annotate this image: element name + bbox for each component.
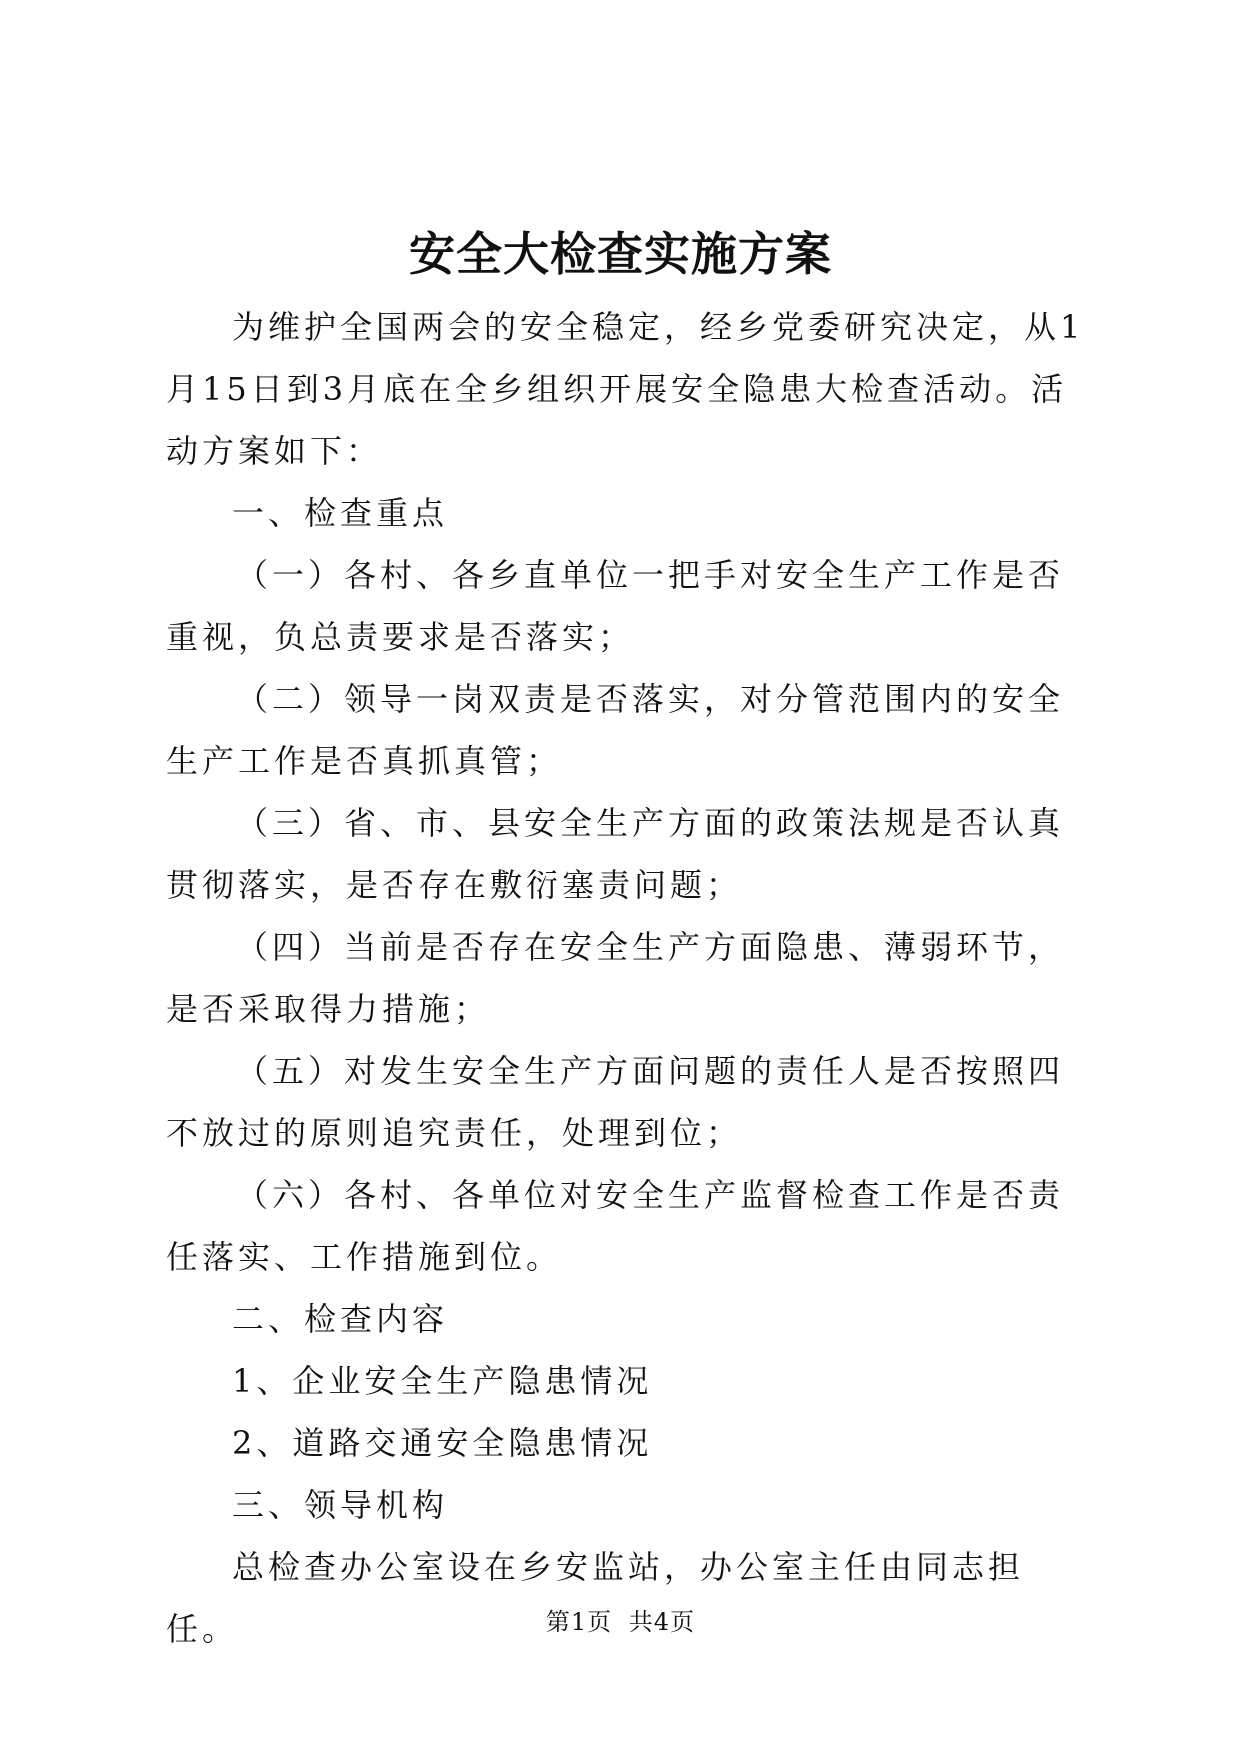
document-title: 安全大检查实施方案: [409, 227, 832, 281]
section-heading-leadership: 三、领导机构: [232, 1486, 449, 1524]
section-heading-inspection-focus: 一、检查重点: [232, 494, 449, 532]
list-item: （一）各村、各乡直单位一把手对安全生产工作是否重视，负总责要求是否落实；: [166, 556, 1065, 656]
paragraph-office: 总检查办公室设在乡安监站，办公室主任由同志担任。: [166, 1548, 1025, 1648]
document-body: [166, 296, 1086, 1660]
list-item: （三）省、市、县安全生产方面的政策法规是否认真贯彻落实，是否存在敷衍塞责问题；: [166, 804, 1065, 904]
paragraph-intro: 为维护全国两会的安全稳定，经乡党委研究决定，从1月15日到3月底在全乡组织开展安全隐患大检查活动。活动方案如下：: [166, 308, 1085, 470]
list-item: （六）各村、各单位对安全生产监督检查工作是否责任落实、工作措施到位。: [166, 1176, 1065, 1276]
list-item: 1、企业安全生产隐患情况: [232, 1362, 653, 1400]
page-footer: 第1页 共4页: [545, 1608, 696, 1636]
list-item: （四）当前是否存在安全生产方面隐患、薄弱环节，是否采取得力措施；: [166, 928, 1065, 1028]
section-heading-inspection-content: 二、检查内容: [232, 1300, 449, 1338]
list-item: 2、道路交通安全隐患情况: [232, 1424, 653, 1462]
list-item: （二）领导一岗双责是否落实，对分管范围内的安全生产工作是否真抓真管；: [166, 680, 1065, 780]
list-item: （五）对发生安全生产方面问题的责任人是否按照四不放过的原则追究责任，处理到位；: [166, 1052, 1065, 1152]
